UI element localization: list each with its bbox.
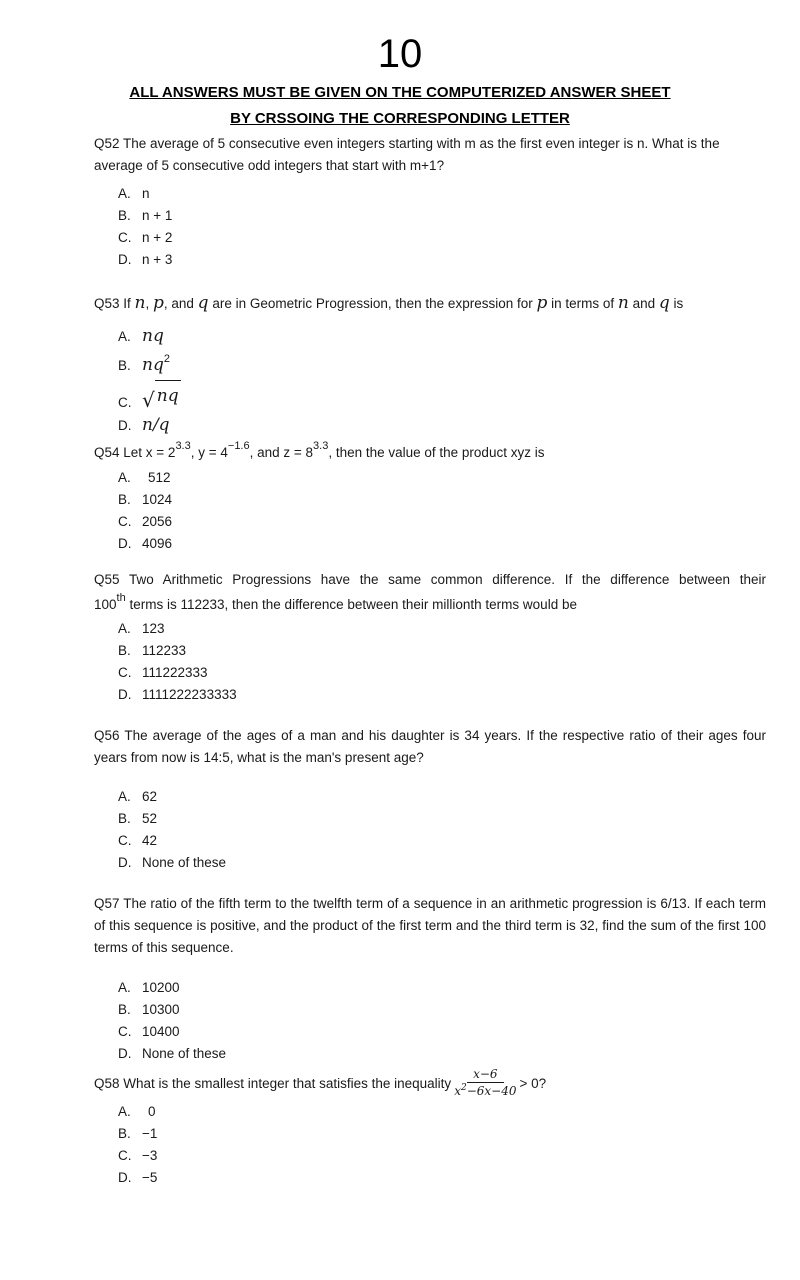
q55-line-1: Q55 Two Arithmetic Progressions have the same common difference. If the difference between their (94, 572, 766, 587)
denominator-base: x (454, 1084, 461, 1098)
page-number: 10 (377, 32, 423, 76)
option-d (118, 533, 172, 555)
question-58 (94, 1066, 766, 1101)
option-a (118, 1101, 157, 1123)
option-letter: B. (118, 643, 131, 658)
option-letter: B. (118, 358, 131, 373)
option-text: n + 2 (142, 230, 173, 245)
option-b (118, 1123, 157, 1145)
option-b (118, 999, 226, 1021)
question-52-options (118, 183, 172, 271)
question-58-options (118, 1101, 157, 1189)
option-text: 1024 (142, 492, 173, 507)
option-letter: A. (118, 621, 131, 636)
question-53-options (118, 322, 181, 440)
q53-text: is (669, 296, 684, 311)
math-p: p (153, 293, 164, 313)
option-text: −5 (142, 1170, 158, 1185)
option-letter: C. (118, 514, 132, 529)
q53-text: , (145, 296, 153, 311)
option-letter: B. (118, 492, 131, 507)
question-56: Q56 The average of the ages of a man and his daughter is 34 years. If the respective ratio of their ages four years from now is 14:5, what is the man's present age? (94, 728, 766, 765)
option-letter: C. (118, 395, 132, 410)
math-p: p (536, 293, 548, 313)
option-b (118, 640, 237, 662)
option-text: 1111222233333 (142, 687, 237, 702)
question-54 (94, 442, 766, 465)
denominator-rest: −6x−40 (466, 1084, 517, 1098)
question-54-options (118, 467, 172, 555)
option-text: 2056 (142, 514, 173, 529)
option-d (118, 410, 181, 440)
question-52: Q52 The average of 5 consecutive even integers starting with m as the first even integer is n. What is the average of 5 consecutive odd integers that start with m+1? (94, 136, 720, 173)
option-b (118, 489, 172, 511)
option-letter: A. (118, 329, 131, 344)
option-b (118, 205, 172, 227)
instruction-header-line-1: ALL ANSWERS MUST BE GIVEN ON THE COMPUTERIZED ANSWER SHEET (129, 84, 671, 101)
option-letter: C. (118, 1024, 132, 1039)
option-math: nq (155, 380, 181, 411)
option-text: 111222333 (142, 665, 208, 680)
option-math: n/q (142, 415, 170, 435)
option-letter: B. (118, 811, 131, 826)
option-a (118, 467, 172, 489)
option-math: nq (142, 355, 164, 375)
option-c (118, 511, 172, 533)
option-letter: D. (118, 1046, 132, 1061)
option-text: 42 (142, 833, 158, 848)
exponent: 2 (163, 353, 170, 365)
option-letter: D. (118, 536, 132, 551)
option-d (118, 852, 226, 874)
math-n: n (617, 293, 629, 313)
option-a (118, 618, 237, 640)
q55-line-2 (94, 594, 766, 617)
option-text: n (142, 186, 150, 201)
q53-text: , and (163, 296, 198, 311)
option-c (118, 227, 172, 249)
option-letter: B. (118, 1002, 131, 1017)
ordinal-suffix: th (116, 592, 126, 604)
q53-text: are in Geometric Progression, then the expression for (208, 296, 537, 311)
option-b (118, 808, 226, 830)
option-a (118, 977, 226, 999)
math-q: q (658, 293, 670, 313)
option-letter: D. (118, 1170, 132, 1185)
option-c (118, 1145, 157, 1167)
option-c (118, 1021, 226, 1043)
q53-text: Q53 If (94, 296, 135, 311)
instruction-header-line-2: BY CRSSOING THE CORRESPONDING LETTER (230, 110, 570, 127)
option-d (118, 249, 172, 271)
option-c (118, 380, 181, 410)
q54-text: Q54 Let x = 2 (94, 445, 176, 460)
option-d (118, 1167, 157, 1189)
option-text: n + 3 (142, 252, 173, 267)
exponent: 3.3 (313, 440, 329, 452)
option-c (118, 830, 226, 852)
option-text: 4096 (142, 536, 173, 551)
q55-text: 100 (94, 597, 117, 612)
option-letter: D. (118, 687, 132, 702)
option-letter: B. (118, 1126, 131, 1141)
option-a (118, 786, 226, 808)
option-letter: A. (118, 1104, 131, 1119)
exponent: 3.3 (175, 440, 191, 452)
option-text: 52 (142, 811, 158, 826)
q58-text: Q58 What is the smallest integer that satisfies the inequality (94, 1075, 452, 1091)
q55-text: terms is 112233, then the difference between their millionth terms would be (125, 597, 577, 612)
option-text: None of these (142, 855, 227, 870)
option-text: 10400 (142, 1024, 180, 1039)
option-letter: B. (118, 208, 131, 223)
option-text: 62 (142, 789, 158, 804)
option-a (118, 183, 172, 205)
option-text: 10300 (142, 1002, 180, 1017)
option-letter: C. (118, 833, 132, 848)
option-text: None of these (142, 1046, 227, 1061)
option-letter: C. (118, 665, 132, 680)
fraction-denominator (454, 1083, 516, 1101)
fraction-numerator: x−6 (467, 1066, 503, 1083)
option-letter: C. (118, 230, 132, 245)
exponent: −1.6 (227, 440, 250, 452)
option-text: 10200 (142, 980, 180, 995)
q54-text: , then the value of the product xyz is (328, 445, 545, 460)
option-letter: A. (118, 186, 131, 201)
option-letter: A. (118, 789, 131, 804)
option-b (118, 350, 181, 380)
question-55-options (118, 618, 237, 706)
option-c (118, 662, 237, 684)
option-text: 512 (148, 470, 171, 485)
q58-text: > 0? (519, 1075, 547, 1091)
sqrt-expression (142, 380, 181, 411)
question-57: Q57 The ratio of the fifth term to the twelfth term of a sequence in an arithmetic progression is 6/13. If each term of this sequence is positive, and the product of the first term and the third term is 32, find the sum of the first 100 terms of this sequence. (94, 896, 766, 955)
question-53 (94, 292, 766, 315)
option-d (118, 684, 237, 706)
option-letter: A. (118, 980, 131, 995)
math-q: q (197, 293, 209, 313)
radical-sign: √ (142, 388, 155, 412)
option-d (118, 1043, 226, 1065)
q53-text: and (628, 296, 659, 311)
question-56-options (118, 786, 226, 874)
option-letter: D. (118, 252, 132, 267)
exponent: 2 (460, 1083, 467, 1093)
option-text: 123 (142, 621, 165, 636)
option-a (118, 322, 181, 350)
q54-text: , y = 4 (190, 445, 228, 460)
option-text: n + 1 (142, 208, 173, 223)
q53-text: in terms of (547, 296, 618, 311)
option-letter: D. (118, 855, 132, 870)
option-text: 112233 (142, 643, 187, 658)
fraction (454, 1066, 516, 1101)
option-text: −1 (142, 1126, 158, 1141)
option-text: −3 (142, 1148, 158, 1163)
question-57-options (118, 977, 226, 1065)
option-text: 0 (148, 1104, 156, 1119)
math-n: n (134, 293, 146, 313)
option-math: nq (142, 326, 164, 346)
question-55 (94, 569, 766, 617)
option-letter: D. (118, 418, 132, 433)
option-letter: C. (118, 1148, 132, 1163)
option-letter: A. (118, 470, 131, 485)
q54-text: , and z = 8 (249, 445, 314, 460)
